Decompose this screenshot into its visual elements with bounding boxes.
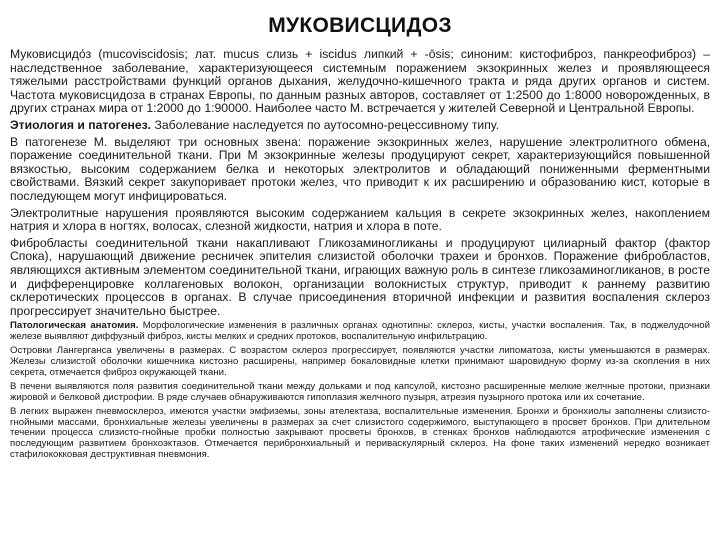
langerhans-paragraph: Островки Лангерганса увеличены в размерах. С возрастом склероз прогрессирует, появляются участки липоматоза, кисты уменьшаются в размерах. Железы слизистой оболочки кишечника кистозно расширены, например бокаловидные клетки принимают шаровидную форму из-за скопления в них секрета, отмечается фиброз окружающей ткани. — [10, 345, 710, 378]
intro-paragraph — [10, 48, 710, 116]
etiology-paragraph — [10, 119, 710, 133]
page-title: МУКОВИСЦИДОЗ — [268, 14, 452, 37]
intro-text: (mucoviscidosis; лат. mucus слизь + iscidus липкий + -ōsis; синоним: кистофиброз, панкреофиброз) – наследственное заболевание, характеризующееся системным поражением экзокринных желез и проявляющееся тяжелыми расстройствами функций органов дыхания, желудочно-кишечного тракта и ряда других органов и систем. Частота муковисцидоза в странах Европы, по данным разных авторов, составляет от 1:2500 до 1:8000 новорожденных, в других странах мира от 1:2000 до 1:90000. Наиболее часто М. встречается у жителей Северной и Центральной Европы. — [10, 47, 710, 116]
etiology-heading: Этиология и патогенез. — [10, 117, 152, 132]
intro-term: Муковисцидо́з — [10, 47, 92, 61]
pathogenesis-paragraph: В патогенезе М. выделяют три основных звена: поражение экзокринных желез, нарушение электролитного обмена, поражение соединительной ткани. При М экзокринные железы продуцируют секрет, характеризующийся повышенной вязкостью, высоким содержанием белка и некоторых электролитов и обладающий пониженными ферментными свойствами. Вязкий секрет закупоривает протоки желез, что приводит к их расширению и образованию кист, которые в последующем могут инфицироваться. — [10, 134, 710, 203]
lungs-paragraph: В легких выражен пневмосклероз, имеются участки эмфиземы, зоны ателектаза, воспалительные изменения. Бронхи и бронхиолы заполнены слизисто-гнойными массами, бронхиальные железы увеличены в размерах за счет слизистого содержимого, выступающего в просвет бронхов. При длительном течении процесса слизисто-гнойные пробки полностью закрывают просветы бронхов, в стенках бронхов наблюдаются атрофические изменения с последующим развитием бронхоэктазов. Отмечается перибронхиальный и периваскулярный склероз. На фоне таких изменений нередко возникает стафилококковая деструктивная пневмония. — [10, 405, 710, 461]
anatomy-paragraph — [10, 321, 710, 343]
anatomy-heading: Патологическая анатомия. — [10, 320, 139, 332]
anatomy-text: Морфологические изменения в различных органах однотипны: склероз, кисты, участки воспаления. Так, в поджелудочной железе выявляют диффузный фиброз, кисты мелких и средних протоков, воспалительную инфильтрацию. — [10, 320, 710, 343]
slide-body — [10, 48, 710, 461]
liver-paragraph: В печени выявляются поля развития соединительной ткани между дольками и под капсулой, кистозно расширенные мелкие желчные протоки, признаки жировой и белковой дистрофии. В ряде случаев обнаруживаются гипоплазия желчного пузыря, атрезия пузырного протока или их сочетание. — [10, 380, 710, 403]
electrolytes-paragraph: Электролитные нарушения проявляются высоким содержанием кальция в секрете экзокринных желез, накоплением натрия и хлора в ногтях, волосах, слезной жидкости, натрия и хлора в поте. — [10, 205, 710, 234]
fibroblasts-paragraph: Фибробласты соединительной ткани накапливают Гликозаминогликаны и продуцируют цилиарный фактор (фактор Спока), нарушающий движение ресничек эпителия слизистой оболочки трахеи и бронхов. Поражение фибробластов, являющихся активным элементом соединительной ткани, играющих важную роль в синтезе гликозаминогликанов, в росте и дифференцировке коллагеновых волокон, организации волокнистых структур, приводит к раннему развитию склеротических процессов в органах. В случае присоединения вторичной инфекции и развития воспаления склероз прогрессирует значительно быстрее. — [10, 235, 710, 318]
etiology-text: Заболевание наследуется по аутосомно-рецессивному типу. — [151, 117, 500, 132]
